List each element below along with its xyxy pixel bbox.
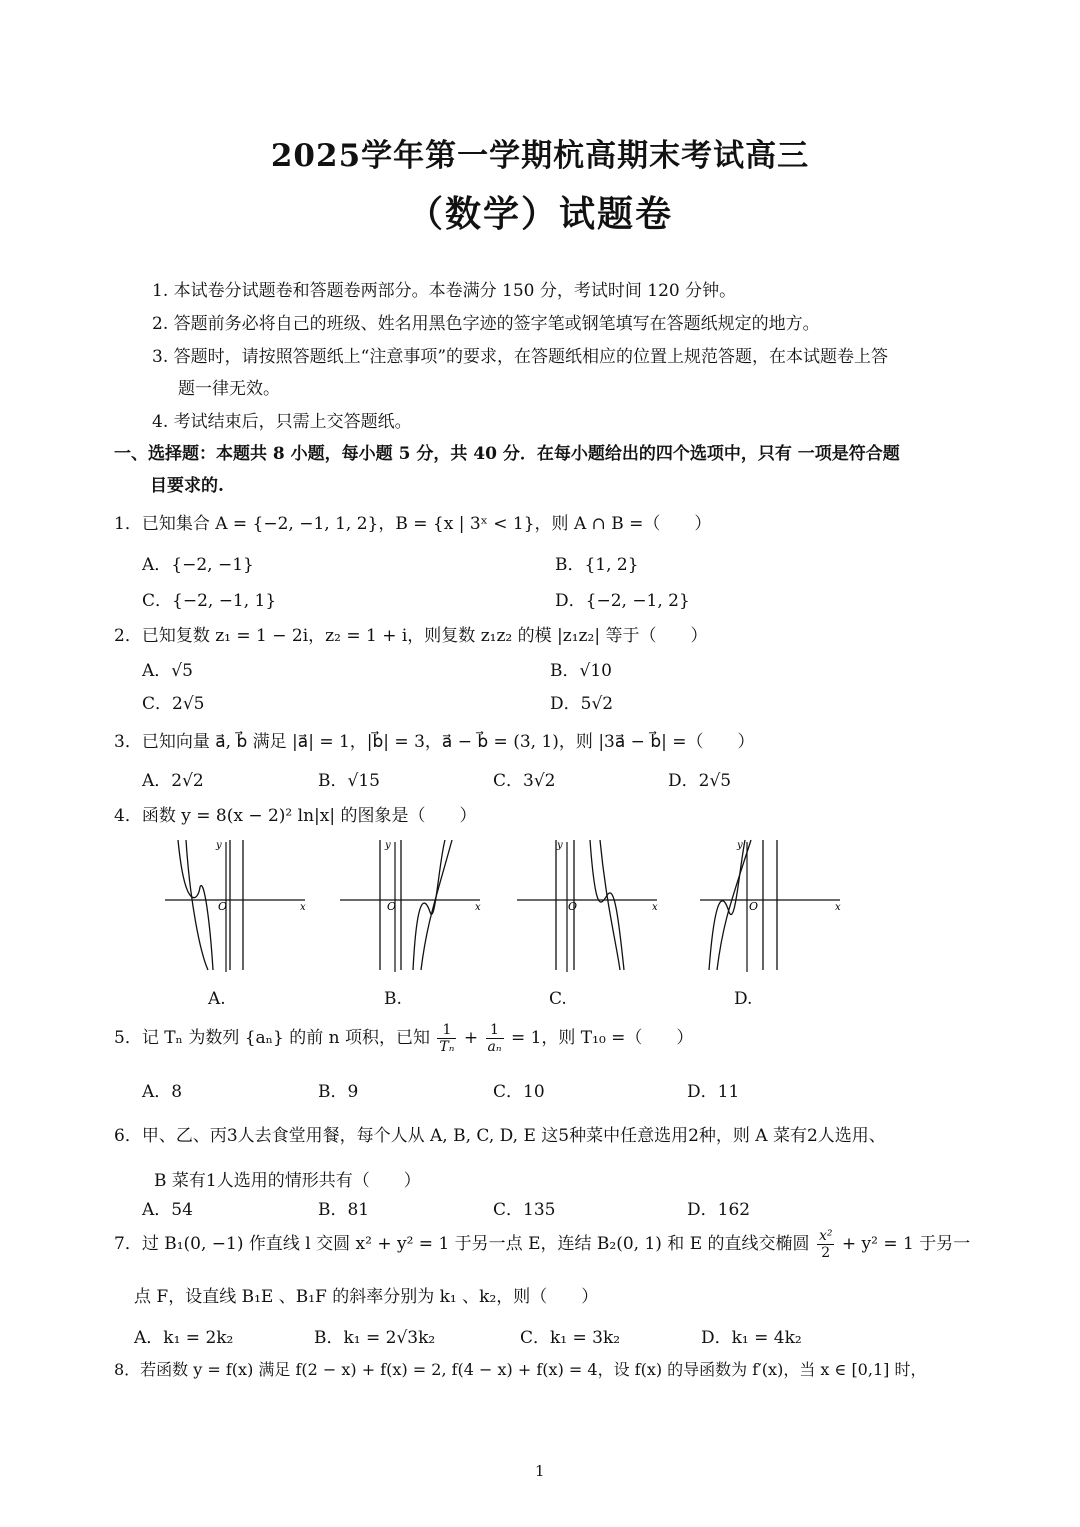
q7-option-a: A．k₁ = 2k₂ [134, 1328, 234, 1348]
question-4-stem: 4．函数 y = 8(x − 2)² ln|x| 的图象是（ ） [114, 806, 477, 826]
question-3-stem: 3．已知向量 a⃗, b⃗ 满足 |a⃗| = 1，|b⃗| = 3，a⃗ − b⃗ = (3, 1)，则 |3a⃗ − b⃗| =（ ） [114, 732, 755, 752]
q7-line1-prefix: 7．过 B₁(0, −1) 作直线 l 交圆 x² + y² = 1 于另一点 E，连结 B₂(0, 1) 和 E 的直线交椭圆 [114, 1234, 810, 1255]
y-label: y [737, 840, 743, 851]
q4-graph-a [160, 832, 310, 974]
q4-label-a: A. [208, 989, 226, 1009]
curve [413, 840, 445, 970]
q7-fraction [817, 1228, 835, 1261]
q4-graph-d [695, 832, 845, 974]
x-label: x [652, 902, 658, 913]
exam-title: 2025学年第一学期杭高期末考试高三 [270, 138, 810, 174]
q5-fraction-1 [437, 1022, 456, 1055]
q4-graph-c [512, 832, 662, 974]
q6-option-c: C．135 [493, 1200, 556, 1220]
q5-option-b: B．9 [318, 1082, 359, 1102]
q3-option-b: B．√15 [318, 771, 380, 791]
origin-label: O [387, 900, 397, 913]
question-6-line2: B 菜有1人选用的情形共有（ ） [154, 1171, 421, 1191]
note-2: 2. 答题前务必将自己的班级、姓名用黑色字迹的签字笔或钢笔填写在答题纸规定的地方。 [152, 314, 820, 334]
note-3: 3. 答题时，请按照答题纸上“注意事项”的要求，在答题纸相应的位置上规范答题，在本试题卷上答 [152, 347, 889, 367]
q5-fraction-2 [486, 1022, 504, 1055]
question-2-stem: 2．已知复数 z₁ = 1 − 2i，z₂ = 1 + i，则复数 z₁z₂ 的模 |z₁z₂| 等于（ ） [114, 626, 708, 646]
q7-frac-num: x² [818, 1228, 833, 1244]
q1-option-c: C．{−2, −1, 1} [142, 591, 277, 611]
note-4: 4. 考试结束后，只需上交答题纸。 [152, 412, 412, 432]
q4-label-c: C. [549, 989, 567, 1009]
q6-option-d: D．162 [687, 1200, 751, 1220]
q7-frac-den: 2 [821, 1245, 831, 1262]
section-heading: 一、选择题：本题共 8 小题，每小题 5 分，共 40 分．在每小题给出的四个选项中，只有 一项是符合题 [114, 444, 900, 464]
q4-label-b: B. [384, 989, 402, 1009]
q1-option-a: A．{−2, −1} [142, 555, 254, 575]
question-7-line1 [114, 1228, 970, 1261]
q2-option-d: D．5√2 [550, 694, 614, 714]
curve [709, 840, 745, 970]
x-label: x [835, 902, 841, 913]
x-label: x [475, 902, 481, 913]
curve [600, 840, 620, 970]
q2-option-b: B．√10 [550, 661, 612, 681]
q3-option-a: A．2√2 [142, 771, 204, 791]
note-3-cont: 题一律无效。 [178, 379, 280, 399]
curve [590, 840, 624, 970]
question-1-stem: 1．已知集合 A = {−2, −1, 1, 2}，B = {x | 3ˣ < 1}，则 A ∩ B =（ ） [114, 514, 712, 534]
q5-frac1-num: 1 [437, 1022, 456, 1039]
page-number: 1 [535, 1462, 545, 1480]
origin-label: O [568, 900, 578, 913]
x-label: x [300, 902, 306, 913]
q2-option-c: C．2√5 [142, 694, 205, 714]
q1-option-b: B．{1, 2} [555, 555, 639, 575]
q3-option-c: C．3√2 [493, 771, 556, 791]
section-heading-cont: 目要求的. [150, 476, 224, 496]
q7-line1-suffix: + y² = 1 于另一 [841, 1234, 971, 1255]
curve [421, 840, 452, 970]
q5-option-c: C．10 [493, 1082, 545, 1102]
exam-subtitle: （数学）试题卷 [406, 193, 673, 235]
q5-frac1-den: Tₙ [439, 1039, 455, 1056]
q7-option-c: C．k₁ = 3k₂ [520, 1328, 621, 1348]
question-8-stem: 8．若函数 y = f(x) 满足 f(2 − x) + f(x) = 2, f(4 − x) + f(x) = 4，设 f(x) 的导函数为 f′(x)，当 x ∈ [0,1] 时， [114, 1360, 927, 1379]
q5-stem-prefix: 5．记 Tₙ 为数列 {aₙ} 的前 n 项积，已知 [114, 1028, 431, 1049]
q6-option-b: B．81 [318, 1200, 370, 1220]
q5-plus: + [463, 1028, 479, 1049]
y-label: y [557, 840, 563, 851]
q5-stem-suffix: = 1，则 T₁₀ =（ ） [510, 1028, 694, 1049]
q3-option-d: D．2√5 [668, 771, 732, 791]
question-6-line1: 6．甲、乙、丙3人去食堂用餐，每个人从 A, B, C, D, E 这5种菜中任意选用2种，则 A 菜有2人选用、 [114, 1126, 886, 1146]
q5-frac2-den: aₙ [487, 1039, 502, 1056]
y-label: y [216, 840, 222, 851]
q5-option-a: A．8 [142, 1082, 183, 1102]
note-1: 1. 本试卷分试题卷和答题卷两部分。本卷满分 150 分，考试时间 120 分钟。 [152, 281, 737, 301]
q4-label-d: D. [734, 989, 753, 1009]
q6-option-a: A．54 [142, 1200, 193, 1220]
q7-option-b: B．k₁ = 2√3k₂ [314, 1328, 436, 1348]
q7-option-d: D．k₁ = 4k₂ [701, 1328, 802, 1348]
q5-frac2-num: 1 [486, 1022, 504, 1039]
origin-label: O [749, 900, 759, 913]
q2-option-a: A．√5 [142, 661, 193, 681]
q5-option-d: D．11 [687, 1082, 740, 1102]
q4-graph-b [335, 832, 485, 974]
q1-option-d: D．{−2, −1, 2} [555, 591, 690, 611]
question-7-line2: 点 F，设直线 B₁E 、B₁F 的斜率分别为 k₁ 、k₂，则（ ） [134, 1287, 599, 1307]
question-5-stem [114, 1022, 693, 1055]
curve [178, 840, 213, 970]
curve [186, 840, 208, 970]
origin-label: O [218, 900, 228, 913]
y-label: y [385, 840, 391, 851]
curve [717, 840, 751, 970]
